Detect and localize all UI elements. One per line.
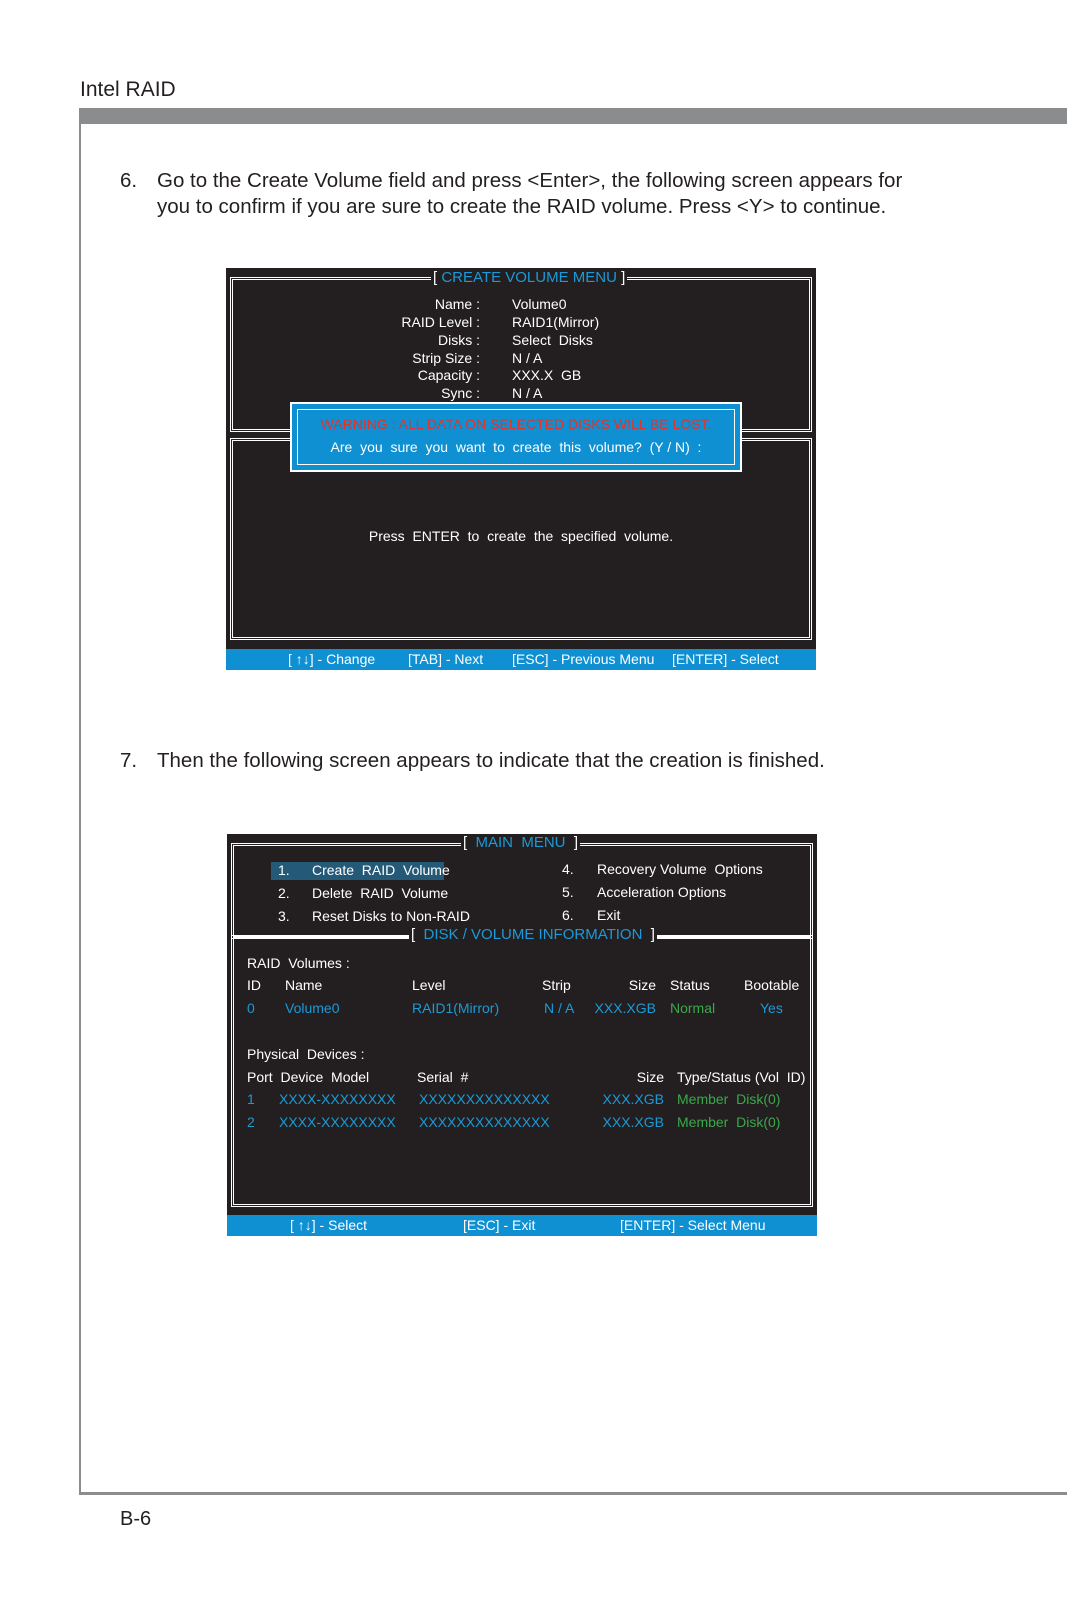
menu-item-number: 1. (278, 862, 290, 878)
field-value-name[interactable]: Volume0 (512, 296, 567, 312)
col-header-strip: Strip (542, 977, 571, 993)
disk-volume-info-title: [ DISK / VOLUME INFORMATION ] (411, 926, 655, 943)
menu-item-number: 5. (562, 884, 574, 900)
section-title: Intel RAID (80, 78, 176, 101)
device-model: XXXX-XXXXXXXX (279, 1091, 396, 1107)
menu-item-number: 4. (562, 861, 574, 877)
key-hint-select: [ ↑↓] - Select (290, 1217, 368, 1233)
menu-item-number: 6. (562, 907, 574, 923)
col-header-size: Size (628, 977, 656, 993)
key-hint-select: [ENTER] - Select (672, 651, 779, 667)
step-number: 6. (120, 169, 138, 192)
volume-bootable: Yes (760, 1000, 783, 1016)
key-hint-exit: [ESC] - Exit (463, 1217, 536, 1233)
field-label-disks: Disks : (438, 332, 480, 348)
key-help-bar (226, 649, 816, 670)
key-help-bar (227, 1215, 817, 1236)
menu-item-exit[interactable]: Exit (597, 907, 621, 923)
col-header-level: Level (412, 977, 446, 993)
data-loss-warning: WARNING : ALL DATA ON SELECTED DISKS WILL BE LOST. (320, 416, 712, 432)
menu-item-acceleration-options[interactable]: Acceleration Options (597, 884, 727, 900)
step-text (157, 168, 957, 220)
menu-item-recovery-volume-options[interactable]: Recovery Volume Options (597, 861, 763, 877)
left-rule (79, 108, 81, 1494)
create-volume-prompt[interactable]: Are you sure you want to create this volume? (Y / N) : (330, 439, 702, 455)
field-label-capacity: Capacity : (417, 367, 480, 383)
menu-item-reset-disks[interactable]: Reset Disks to Non-RAID (312, 908, 470, 924)
field-label-sync: Sync : (441, 385, 480, 401)
device-size: XXX.XGB (602, 1114, 664, 1130)
create-volume-menu-title: [ CREATE VOLUME MENU ] (433, 269, 626, 286)
device-port: 1 (247, 1091, 255, 1107)
field-value-strip-size[interactable]: N / A (512, 350, 543, 366)
volume-status: Normal (670, 1000, 716, 1016)
step-text: Then the following screen appears to indicate that the creation is finished. (157, 749, 825, 772)
volume-name: Volume0 (285, 1000, 340, 1016)
main-menu-title: [ MAIN MENU ] (463, 834, 579, 851)
col-header-type-status: Type/Status (Vol ID) (677, 1069, 806, 1085)
device-serial: XXXXXXXXXXXXXX (419, 1091, 550, 1107)
volume-level: RAID1(Mirror) (412, 1000, 500, 1016)
field-value-capacity[interactable]: XXX.X GB (512, 367, 582, 383)
col-header-port-device-model: Port Device Model (247, 1069, 370, 1085)
create-volume-screen (226, 268, 816, 670)
device-port: 2 (247, 1114, 255, 1130)
col-header-status: Status (670, 977, 710, 993)
field-label-raid-level: RAID Level : (401, 314, 480, 330)
field-value-disks[interactable]: Select Disks (512, 332, 593, 348)
step-number: 7. (120, 749, 138, 772)
col-header-serial: Serial # (417, 1069, 469, 1085)
device-type-status: Member Disk(0) (677, 1091, 781, 1107)
field-label-strip-size: Strip Size : (412, 350, 480, 366)
step-text-line1: Go to the Create Volume field and press <Enter>, the following screen appears for (157, 169, 903, 192)
menu-item-number: 2. (278, 885, 290, 901)
header-bar (79, 108, 1067, 124)
key-hint-previous-menu: [ESC] - Previous Menu (512, 651, 655, 667)
page-number: B-6 (120, 1508, 152, 1530)
field-label-name: Name : (434, 296, 480, 312)
col-header-name: Name (285, 977, 323, 993)
col-header-id: ID (247, 977, 261, 993)
menu-item-delete-raid-volume[interactable]: Delete RAID Volume (312, 885, 449, 901)
col-header-bootable: Bootable (744, 977, 800, 993)
main-menu-screen (227, 834, 817, 1236)
raid-volumes-label: RAID Volumes : (247, 955, 350, 971)
volume-size: XXX.XGB (594, 1000, 656, 1016)
confirm-dialog (290, 402, 742, 472)
key-hint-change: [ ↑↓] - Change (288, 651, 376, 667)
key-hint-next: [TAB] - Next (408, 651, 484, 667)
help-text: Press ENTER to create the specified volume. (368, 528, 674, 544)
field-value-sync[interactable]: N / A (512, 385, 543, 401)
physical-devices-label: Physical Devices : (247, 1046, 365, 1062)
device-serial: XXXXXXXXXXXXXX (419, 1114, 550, 1130)
volume-strip: N / A (544, 1000, 575, 1016)
field-value-raid-level[interactable]: RAID1(Mirror) (512, 314, 600, 330)
menu-item-number: 3. (278, 908, 290, 924)
device-model: XXXX-XXXXXXXX (279, 1114, 396, 1130)
col-header-device-size: Size (636, 1069, 664, 1085)
menu-item-create-raid-volume[interactable]: Create RAID Volume (312, 862, 450, 878)
key-hint-select-menu: [ENTER] - Select Menu (620, 1217, 766, 1233)
step-text-line2: you to confirm if you are sure to create the RAID volume. Press <Y> to continue. (157, 195, 887, 218)
bottom-rule (79, 1492, 1067, 1495)
volume-id: 0 (247, 1000, 255, 1016)
device-type-status: Member Disk(0) (677, 1114, 781, 1130)
device-size: XXX.XGB (602, 1091, 664, 1107)
